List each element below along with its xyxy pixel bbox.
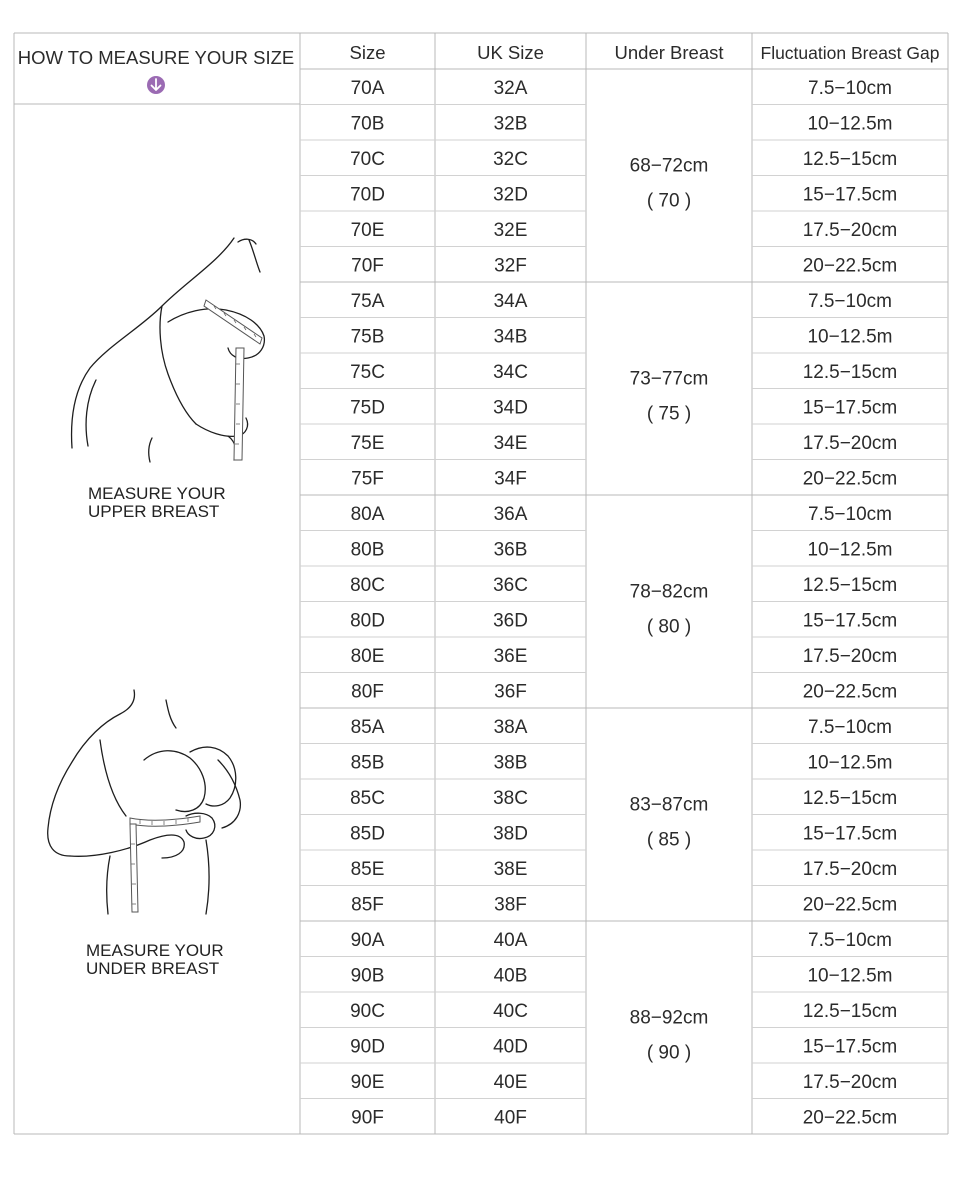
- size-cell: 75F: [351, 468, 384, 490]
- uk-size-cell: 38A: [493, 716, 528, 738]
- uk-size-cell: 34D: [493, 397, 528, 419]
- size-cell: 90C: [350, 1000, 385, 1022]
- size-cell: 75D: [350, 397, 385, 419]
- column-header: Under Breast: [614, 42, 724, 63]
- under-breast-range: 83−87cm: [629, 794, 709, 816]
- size-cell: 70D: [350, 184, 385, 206]
- size-cell: 85F: [351, 894, 384, 916]
- size-cell: 75E: [350, 432, 385, 454]
- breast-gap-cell: 20−22.5cm: [802, 1107, 898, 1129]
- size-cell: 80E: [350, 645, 385, 667]
- under-breast-illustration: [48, 690, 241, 914]
- uk-size-cell: 32E: [493, 219, 528, 241]
- uk-size-cell: 38F: [494, 894, 527, 916]
- breast-gap-cell: 15−17.5cm: [802, 823, 898, 845]
- breast-gap-cell: 12.5−15cm: [802, 787, 898, 809]
- size-cell: 90B: [350, 965, 385, 987]
- breast-gap-cell: 10−12.5m: [807, 326, 893, 348]
- caption-upper-line-2: UPPER BREAST: [88, 502, 220, 521]
- size-cell: 85A: [350, 716, 385, 738]
- uk-size-cell: 36B: [493, 539, 528, 561]
- breast-gap-cell: 15−17.5cm: [802, 397, 898, 419]
- size-cell: 75C: [350, 361, 385, 383]
- breast-gap-cell: 20−22.5cm: [802, 468, 898, 490]
- under-breast-range: 68−72cm: [629, 155, 709, 177]
- breast-gap-cell: 20−22.5cm: [802, 255, 898, 277]
- column-header: Fluctuation Breast Gap: [760, 43, 940, 63]
- size-cell: 75A: [350, 290, 385, 312]
- size-cell: 90D: [350, 1036, 385, 1058]
- breast-gap-cell: 17.5−20cm: [802, 219, 898, 241]
- uk-size-cell: 34B: [493, 326, 528, 348]
- uk-size-cell: 40B: [493, 965, 528, 987]
- under-breast-range: 73−77cm: [629, 368, 709, 390]
- breast-gap-cell: 17.5−20cm: [802, 645, 898, 667]
- size-cell: 90A: [350, 929, 385, 951]
- size-cell: 85E: [350, 858, 385, 880]
- breast-gap-cell: 15−17.5cm: [802, 1036, 898, 1058]
- breast-gap-cell: 20−22.5cm: [802, 894, 898, 916]
- under-breast-note: ( 85 ): [646, 829, 692, 851]
- size-cell: 80A: [350, 503, 385, 525]
- uk-size-cell: 32A: [493, 77, 528, 99]
- breast-gap-cell: 10−12.5m: [807, 539, 893, 561]
- under-breast-note: ( 80 ): [646, 616, 692, 638]
- column-header: UK Size: [477, 42, 544, 63]
- size-cell: 85C: [350, 787, 385, 809]
- uk-size-cell: 32C: [493, 148, 528, 170]
- uk-size-cell: 36C: [493, 574, 528, 596]
- size-cell: 85B: [350, 752, 385, 774]
- under-breast-note: ( 75 ): [646, 403, 692, 425]
- upper-breast-illustration: [72, 238, 265, 462]
- breast-gap-cell: 7.5−10cm: [808, 929, 892, 951]
- size-cell: 85D: [350, 823, 385, 845]
- size-cell: 80B: [350, 539, 385, 561]
- breast-gap-cell: 10−12.5m: [807, 113, 893, 135]
- size-cell: 80F: [351, 681, 384, 703]
- uk-size-cell: 40F: [494, 1107, 527, 1129]
- uk-size-cell: 38D: [493, 823, 528, 845]
- size-cell: 70E: [350, 219, 385, 241]
- uk-size-cell: 40A: [493, 929, 528, 951]
- breast-gap-cell: 12.5−15cm: [802, 574, 898, 596]
- size-cell: 90F: [351, 1107, 384, 1129]
- uk-size-cell: 38E: [493, 858, 528, 880]
- uk-size-cell: 36D: [493, 610, 528, 632]
- size-cell: 75B: [350, 326, 385, 348]
- uk-size-cell: 36A: [493, 503, 528, 525]
- size-cell: 70F: [351, 255, 384, 277]
- uk-size-cell: 34E: [493, 432, 528, 454]
- breast-gap-cell: 10−12.5m: [807, 965, 893, 987]
- under-breast-range: 88−92cm: [629, 1007, 709, 1029]
- breast-gap-cell: 17.5−20cm: [802, 432, 898, 454]
- uk-size-cell: 32B: [493, 113, 528, 135]
- size-cell: 90E: [350, 1071, 385, 1093]
- uk-size-cell: 34A: [493, 290, 528, 312]
- breast-gap-cell: 17.5−20cm: [802, 858, 898, 880]
- uk-size-cell: 38B: [493, 752, 528, 774]
- breast-gap-cell: 12.5−15cm: [802, 1000, 898, 1022]
- under-breast-note: ( 70 ): [646, 190, 692, 212]
- size-cell: 70B: [350, 113, 385, 135]
- caption-under-line-2: UNDER BREAST: [86, 959, 220, 978]
- table-body: [350, 78, 897, 1129]
- measure-title: HOW TO MEASURE YOUR SIZE: [17, 47, 295, 68]
- size-cell: 80C: [350, 574, 385, 596]
- uk-size-cell: 38C: [493, 787, 528, 809]
- breast-gap-cell: 10−12.5m: [807, 752, 893, 774]
- under-breast-note: ( 90 ): [646, 1042, 692, 1064]
- uk-size-cell: 40D: [493, 1036, 528, 1058]
- caption-upper-line-1: MEASURE YOUR: [88, 484, 226, 503]
- size-cell: 70A: [350, 77, 385, 99]
- breast-gap-cell: 7.5−10cm: [808, 503, 892, 525]
- breast-gap-cell: 15−17.5cm: [802, 184, 898, 206]
- uk-size-cell: 32D: [493, 184, 528, 206]
- size-cell: 80D: [350, 610, 385, 632]
- breast-gap-cell: 15−17.5cm: [802, 610, 898, 632]
- arrow-down-circle-icon: [147, 76, 165, 94]
- column-headers: [350, 42, 940, 63]
- breast-gap-cell: 20−22.5cm: [802, 681, 898, 703]
- under-breast-range: 78−82cm: [629, 581, 709, 603]
- uk-size-cell: 36F: [494, 681, 527, 703]
- size-cell: 70C: [350, 148, 385, 170]
- breast-gap-cell: 7.5−10cm: [808, 290, 892, 312]
- uk-size-cell: 34F: [494, 468, 527, 490]
- breast-gap-cell: 7.5−10cm: [808, 716, 892, 738]
- breast-gap-cell: 12.5−15cm: [802, 148, 898, 170]
- breast-gap-cell: 7.5−10cm: [808, 77, 892, 99]
- uk-size-cell: 34C: [493, 361, 528, 383]
- uk-size-cell: 40E: [493, 1071, 528, 1093]
- column-header: Size: [349, 42, 386, 63]
- uk-size-cell: 40C: [493, 1000, 528, 1022]
- breast-gap-cell: 12.5−15cm: [802, 361, 898, 383]
- breast-gap-cell: 17.5−20cm: [802, 1071, 898, 1093]
- uk-size-cell: 32F: [494, 255, 527, 277]
- uk-size-cell: 36E: [493, 645, 528, 667]
- caption-under-line-1: MEASURE YOUR: [86, 941, 224, 960]
